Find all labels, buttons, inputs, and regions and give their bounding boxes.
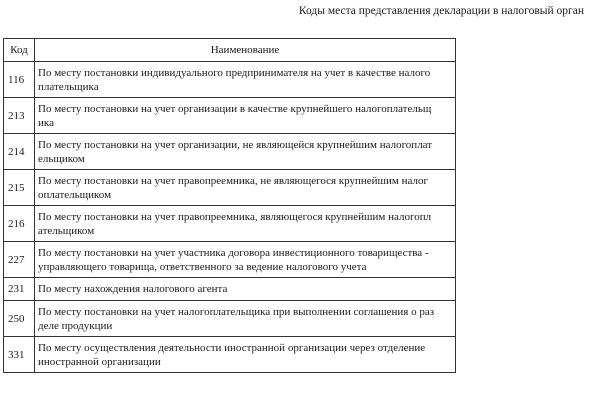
row-name-line2: деле продукции	[38, 319, 113, 332]
row-name	[35, 337, 456, 373]
table-row	[4, 242, 456, 278]
row-name-line1: По месту постановки на учет участника договора инвестиционного товарищества -	[38, 246, 429, 259]
row-code: 216	[4, 206, 35, 242]
row-name-line1: По месту постановки на учет налогоплательщика при выполнении соглашения о раз	[38, 305, 435, 318]
row-name	[35, 98, 456, 134]
table-header-row	[4, 39, 456, 62]
table-row	[4, 98, 456, 134]
row-name	[35, 278, 456, 301]
row-name-line1: По месту осуществления деятельности иностранной организации через отделение	[38, 341, 426, 354]
codes-table	[3, 38, 456, 373]
row-name-line2: ельщиком	[38, 152, 85, 165]
table-row	[4, 206, 456, 242]
row-code: 214	[4, 134, 35, 170]
table-row	[4, 337, 456, 373]
page-title: Коды места представления декларации в налоговый орган	[298, 5, 584, 17]
column-header-name: Наименование	[35, 39, 456, 62]
row-name-line1: По месту постановки на учет правопреемника, не являющегося крупнейшим налог	[38, 174, 428, 187]
row-code: 231	[4, 278, 35, 301]
row-name-line2: оплательщиком	[38, 188, 112, 201]
row-name-line2: ательщиком	[38, 224, 95, 237]
row-name-line1: По месту постановки на учет организации в качестве крупнейшего налогоплательщ	[38, 102, 432, 115]
row-name-line2: ика	[38, 116, 54, 129]
row-code: 215	[4, 170, 35, 206]
row-name	[35, 62, 456, 98]
row-name-line2: иностранной организации	[38, 355, 161, 368]
row-name-line1: По месту постановки индивидуального предпринимателя на учет в качестве налого	[38, 66, 431, 79]
column-header-code: Код	[4, 39, 35, 62]
table-row	[4, 62, 456, 98]
row-name-line1: По месту постановки на учет правопреемника, являющегося крупнейшим налогопл	[38, 210, 432, 223]
row-name	[35, 134, 456, 170]
row-name	[35, 206, 456, 242]
row-name-line2: управляющего товарища, ответственного за ведение налогового учета	[38, 260, 367, 273]
row-name	[35, 242, 456, 278]
row-name	[35, 301, 456, 337]
row-name	[35, 170, 456, 206]
row-code: 227	[4, 242, 35, 278]
row-name-line1: По месту постановки на учет организации, не являющейся крупнейшим налогоплат	[38, 138, 433, 151]
row-name-line1: По месту нахождения налогового агента	[38, 283, 228, 295]
row-code: 116	[4, 62, 35, 98]
table-row	[4, 134, 456, 170]
table-row	[4, 170, 456, 206]
row-code: 213	[4, 98, 35, 134]
row-code: 331	[4, 337, 35, 373]
row-name-line2: плательщика	[38, 80, 99, 93]
table-row	[4, 278, 456, 301]
row-code: 250	[4, 301, 35, 337]
table-row	[4, 301, 456, 337]
